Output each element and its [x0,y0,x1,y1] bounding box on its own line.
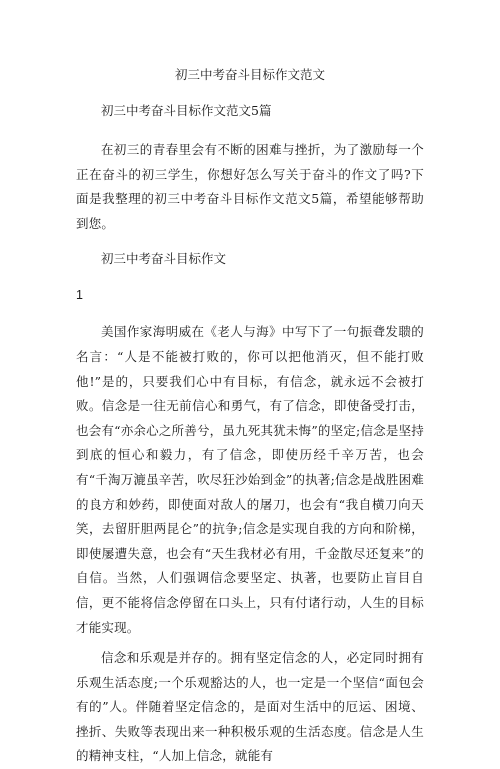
section-number: 1 [76,288,83,303]
document-subtitle: 初三中考奋斗目标作文范文5篇 [101,103,272,118]
intro-paragraph: 在初三的青春里会有不断的困难与挫折，为了激励每一个正在奋斗的初三学生，你想好怎么写关于奋斗的作文了吗?下面是我整理的初三中考奋斗目标作文范文5篇，希望能够帮助到您。 [76,142,424,231]
body-paragraph-1: 美国作家海明威在《老人与海》中写下了一句振聋发聩的名言：“人是不能被打败的，你可以把他消灭，但不能打败他!”是的，只要我们心中有目标，有信念，就永远不会被打败。信念是一往无前信心和勇气，有了信念，即使备受打击，也会有“亦余心之所善兮，虽九死其犹未悔”的坚定;信念是坚持到底的恒心和毅力，有了信念，即使历经千辛万苦，也会有“千淘万漉虽辛苦，吹尽狂沙始到金”的执著;信念是战胜困难的良方和妙药，即使面对敌人的屠刀，也会有“我自横刀向天笑，去留肝胆两昆仑”的抗争;信念是实现自我的方向和阶梯，即使屡遭失意，也会有“天生我材必有用，千金散尽还复来”的自信。当然，人们强调信念要坚定、执著，也要防止盲目自信，更不能将信念停留在口头上，只有付诸行动，人生的目标才能实现。 [76,324,424,635]
section-heading: 初三中考奋斗目标作文 [101,251,227,267]
document-title: 初三中考奋斗目标作文范文 [174,67,325,82]
body-paragraph-2: 信念和乐观是并存的。拥有坚定信念的人，必定同时拥有乐观生活态度;一个乐观豁达的人，也一定是一个坚信“面包会有的”人。伴随着坚定信念的，是面对生活中的厄运、困境、挫折、失败等表现出来一种积极乐观的生活态度。信念是人生的精神支柱，“人加上信念，就能有 [76,650,424,764]
